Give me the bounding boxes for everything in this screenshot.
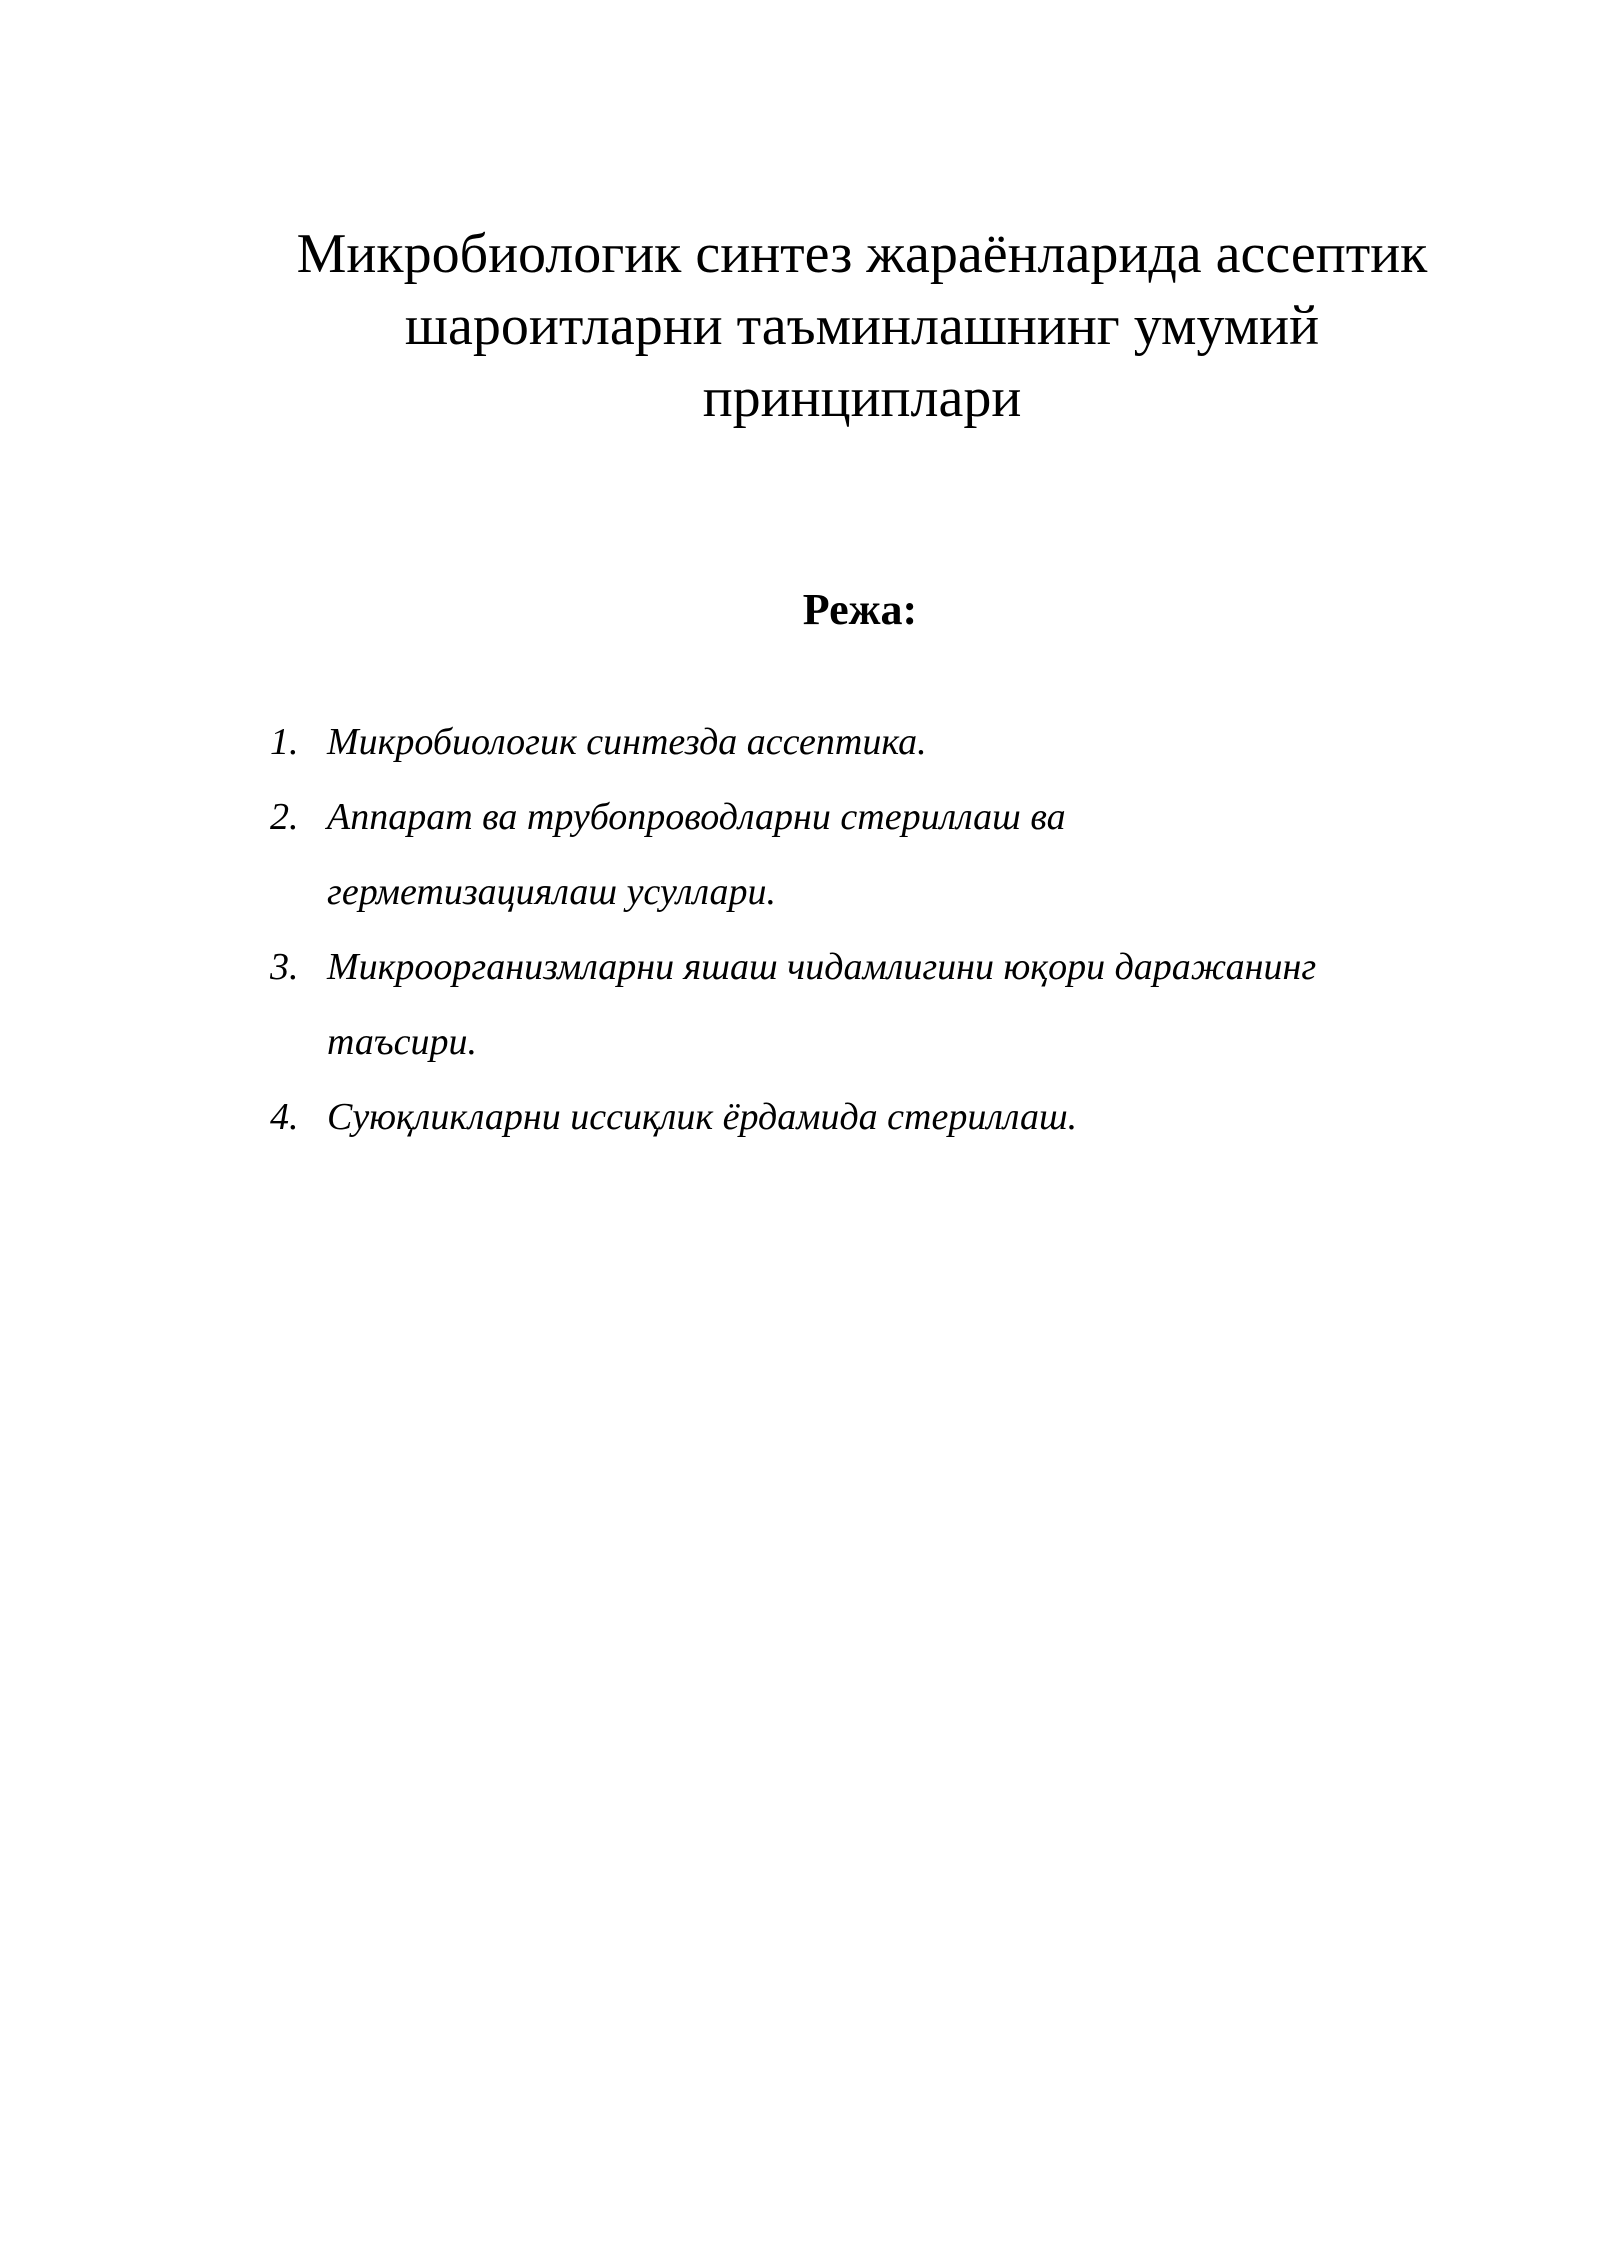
title-line: принциплари <box>702 367 1022 429</box>
plan-item-number: 2. <box>270 796 299 838</box>
plan-item-text: Аппарат ва трубопроводларни стериллаш ва <box>327 796 1066 838</box>
document-title <box>236 218 1488 434</box>
plan-heading: Режа: <box>802 585 918 634</box>
plan-item-number: 3. <box>270 946 299 988</box>
plan-item <box>270 1080 1510 1155</box>
plan-item-number: 4. <box>270 1096 299 1138</box>
plan-item-text: герметизациялаш усуллари. <box>327 871 776 913</box>
plan-item-text: Суюқликларни иссиқлик ёрдамида стериллаш. <box>327 1096 1078 1138</box>
plan-list <box>270 705 1510 1155</box>
plan-item <box>270 930 1510 1080</box>
plan-item-text: таъсири. <box>327 1021 477 1063</box>
plan-item-number: 1. <box>270 721 299 763</box>
plan-item <box>270 780 1510 930</box>
plan-item-text: Микробиологик синтезда ассептика. <box>327 721 927 763</box>
plan-item <box>270 705 1510 780</box>
title-line: шароитларни таъминлашнинг умумий <box>404 295 1320 357</box>
title-line: Микробиологик синтез жараёнларида ассептик <box>296 223 1428 285</box>
plan-item-text: Микроорганизмларни яшаш чидамлигини юқори даражанинг <box>327 946 1317 988</box>
